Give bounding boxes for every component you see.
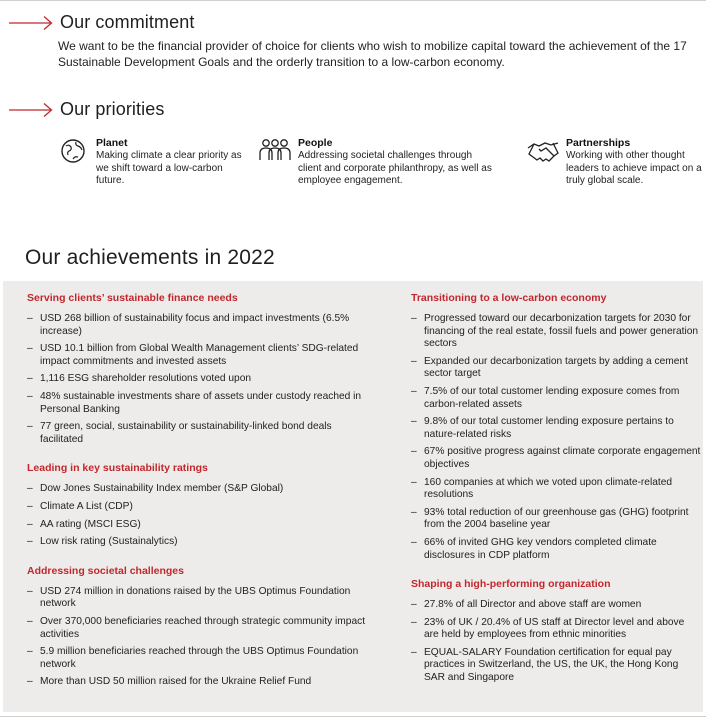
list-item: – More than USD 50 million raised for the Ukraine Relief Fund xyxy=(27,676,372,689)
list-item: – 1,116 ESG shareholder resolutions voted upon xyxy=(27,373,372,386)
category-title: Serving clients’ sustainable finance needs xyxy=(27,292,238,304)
list-item: – Climate A List (CDP) xyxy=(27,501,372,514)
achievement-list xyxy=(411,313,701,562)
list-item: – 160 companies at which we voted upon climate-related resolutions xyxy=(411,477,701,502)
bottom-rule xyxy=(0,716,706,717)
list-item: – 7.5% of our total customer lending exposure comes from carbon-related assets xyxy=(411,386,701,411)
list-item: – 9.8% of our total customer lending exposure pertains to nature-related risks xyxy=(411,416,701,441)
list-item: – 23% of UK / 20.4% of US staff at Director level and above are held by employees from ethnic minorities xyxy=(411,617,701,642)
list-item: – USD 274 million in donations raised by the UBS Optimus Foundation network xyxy=(27,586,372,611)
commitment-heading xyxy=(8,12,194,33)
list-item: – EQUAL-SALARY Foundation certification for equal pay practices in Switzerland, the US, the UK, the Hong Kong SAR and Singapore xyxy=(411,647,701,685)
achievement-list xyxy=(411,599,701,685)
priority-partnerships xyxy=(526,134,706,188)
priorities-title: Our priorities xyxy=(60,99,165,119)
achievements-right-column xyxy=(411,291,701,690)
list-item: – Dow Jones Sustainability Index member (S&P Global) xyxy=(27,483,372,496)
arrow-right-icon xyxy=(8,102,54,118)
list-item: – USD 268 billion of sustainability focus and impact investments (6.5% increase) xyxy=(27,313,372,338)
priorities-heading xyxy=(8,99,164,120)
list-item: – 93% total reduction of our greenhouse gas (GHG) footprint from the 2004 baseline year xyxy=(411,507,701,532)
achievement-list xyxy=(27,483,372,548)
list-item: – USD 10.1 billion from Global Wealth Management clients’ SDG-related impact commitments and invested assets xyxy=(27,343,372,368)
priority-title: People xyxy=(298,137,333,149)
priority-people xyxy=(258,134,498,188)
category-title: Leading in key sustainability ratings xyxy=(27,462,208,475)
achievement-list xyxy=(27,313,372,446)
people-icon xyxy=(258,134,292,168)
commitment-title: Our commitment xyxy=(60,12,195,32)
globe-icon xyxy=(56,134,90,168)
list-item: – 67% positive progress against climate corporate engagement objectives xyxy=(411,446,701,471)
top-rule xyxy=(0,0,706,1)
achievements-panel xyxy=(3,281,703,712)
priority-title: Partnerships xyxy=(566,137,631,149)
achievement-list xyxy=(27,586,372,689)
achievements-title: Our achievements in 2022 xyxy=(25,246,275,269)
list-item: – 66% of invited GHG key vendors completed climate disclosures in CDP platform xyxy=(411,537,701,562)
list-item: – 77 green, social, sustainability or sustainability-linked bond deals facilitated xyxy=(27,421,372,446)
list-item: – 5.9 million beneficiaries reached through the UBS Optimus Foundation network xyxy=(27,646,372,671)
priority-desc: Addressing societal challenges through client and corporate philanthropy, as well as employee engagement. xyxy=(298,150,492,186)
list-item: – Over 370,000 beneficiaries reached through strategic community impact activities xyxy=(27,616,372,641)
list-item: – 27.8% of all Director and above staff are women xyxy=(411,599,701,612)
category-title: Shaping a high-performing organization xyxy=(411,578,611,591)
achievements-left-column xyxy=(27,291,372,694)
list-item: – Expanded our decarbonization targets by adding a cement sector target xyxy=(411,356,701,381)
list-item: – 48% sustainable investments share of assets under custody reached in Personal Banking xyxy=(27,391,372,416)
priority-desc: Working with other thought leaders to achieve impact on a truly global scale. xyxy=(566,150,702,186)
arrow-right-icon xyxy=(8,15,54,31)
commitment-text: We want to be the financial provider of choice for clients who wish to mobilize capital toward the achievement of the 17 Sustainable Development Goals and the orderly transition to a low-carbon economy. xyxy=(58,39,687,69)
list-item: – Low risk rating (Sustainalytics) xyxy=(27,536,372,549)
priority-desc: Making climate a clear priority as we shift toward a low-carbon future. xyxy=(96,150,242,186)
category-title: Transitioning to a low-carbon economy xyxy=(411,292,607,304)
list-item: – Progressed toward our decarbonization targets for 2030 for financing of the real estate, fossil fuels and power generation sectors xyxy=(411,313,701,351)
handshake-icon xyxy=(526,134,560,168)
list-item: – AA rating (MSCI ESG) xyxy=(27,519,372,532)
priority-title: Planet xyxy=(96,137,128,149)
category-title: Addressing societal challenges xyxy=(27,564,184,577)
priority-planet xyxy=(56,134,246,188)
